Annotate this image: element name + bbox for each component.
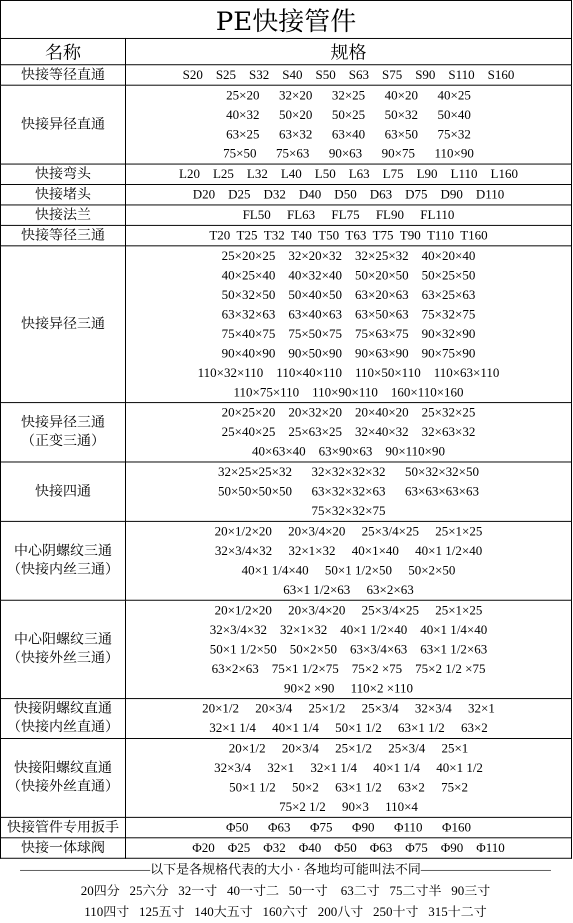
fitting-specs: [126, 521, 572, 600]
spec-line: 110×75×110 110×90×110 160×110×160: [233, 384, 464, 400]
fitting-row: [1, 521, 572, 600]
fitting-name-line: 快接法兰: [35, 206, 91, 223]
spec-line: 32×3/4 32×1 32×1 1/4 40×1 1/4 40×1 1/2: [214, 760, 483, 776]
fitting-name-line: 快接等径直通: [21, 66, 105, 83]
fitting-name-line: 快接等径三通: [21, 227, 105, 243]
fitting-row: [1, 85, 572, 164]
fitting-specs: [126, 164, 572, 184]
fitting-name: [1, 65, 126, 85]
spec-line: 25×20 32×20 32×25 40×20 40×25: [226, 87, 471, 103]
fitting-name: [1, 225, 126, 245]
fitting-specs: [126, 403, 572, 462]
fitting-name-line: 快接异径三通: [21, 414, 105, 431]
spec-line: 110×32×110 110×40×110 110×50×110 110×63×110: [197, 365, 500, 380]
spec-line: 75×2 1/2 90×3 110×4: [279, 799, 418, 814]
fitting-row: [1, 838, 572, 858]
size-notes: [0, 859, 571, 923]
spec-line: 50×50×50×50 63×32×32×63 63×63×63×63: [218, 483, 479, 499]
spec-line: 90×40×90 90×50×90 90×63×90 90×75×90: [221, 345, 476, 361]
fitting-name-line: （正变三通）: [21, 433, 105, 449]
fitting-name-line: 快接异径直通: [21, 116, 105, 132]
spec-line: 50×32×50 50×40×50 63×20×63 63×25×63: [221, 287, 476, 302]
spec-line: FL50 FL63 FL75 FL90 FL110: [242, 207, 455, 222]
fitting-name: [1, 817, 126, 837]
spec-line: 63×1 1/2×63 63×2×63: [283, 582, 414, 597]
fitting-name: [1, 185, 126, 205]
fitting-name-line: （快接内丝三通）: [7, 561, 119, 578]
spec-line: Φ20 Φ25 Φ32 Φ40 Φ50 Φ63 Φ75 Φ90 Φ110: [192, 840, 505, 855]
spec-line: L20 L25 L32 L40 L50 L63 L75 L90 L110 L160: [179, 166, 518, 182]
size-note-line: ——————————以下是各规格代表的大小 · 各地均可能叫法不同——————————: [20, 861, 551, 877]
spec-line: 90×2 ×90 110×2 ×110: [283, 680, 414, 696]
spec-line: 75×40×75 75×50×75 75×63×75 90×32×90: [221, 326, 476, 341]
spec-line: 40×25×40 40×32×40 50×20×50 50×25×50: [221, 267, 476, 283]
fitting-name-line: 快接一体球阀: [21, 839, 105, 856]
spec-line: 32×25×25×32 32×32×32×32 50×32×32×50: [218, 464, 479, 480]
fitting-specs: [126, 85, 572, 164]
fitting-name: [1, 164, 126, 184]
fitting-specs: [126, 65, 572, 85]
fitting-name: [1, 403, 126, 462]
spec-line: Φ50 Φ63 Φ75 Φ90 Φ110 Φ160: [225, 819, 472, 835]
spec-line: 40×32 50×20 50×25 50×32 50×40: [226, 107, 471, 122]
spec-line: S20 S25 S32 S40 S50 S63 S75 S90 S110 S160: [182, 67, 515, 82]
fitting-name: [1, 600, 126, 698]
fitting-name-line: （快接内丝直通）: [7, 719, 119, 736]
spec-line: 63×2×63 75×1 1/2×75 75×2 ×75 75×2 1/2 ×75: [211, 661, 486, 676]
fitting-row: [1, 65, 572, 85]
fitting-name-line: （快接外丝直通）: [7, 778, 119, 795]
header-name: 名称: [1, 38, 126, 64]
fitting-specs: [126, 462, 572, 521]
fitting-name: [1, 521, 126, 600]
fitting-name: [1, 462, 126, 521]
spec-line: 32×3/4×32 32×1×32 40×1×40 40×1 1/2×40: [214, 543, 483, 558]
fitting-name-line: 快接阳螺纹直通: [14, 760, 112, 776]
spec-line: 20×1/2 20×3/4 25×1/2 25×3/4 32×3/4 32×1: [202, 701, 495, 716]
fitting-row: [1, 403, 572, 462]
spec-line: 40×63×40 63×90×63 90×110×90: [252, 443, 446, 459]
fitting-row: [1, 205, 572, 225]
fitting-specs: [126, 817, 572, 837]
fitting-name-line: （快接外丝三通）: [7, 650, 119, 666]
size-note-line: 20四分 25六分 32一寸 40一寸二 50一寸 63二寸 75二寸半 90三寸: [80, 883, 491, 898]
fitting-specs: [126, 600, 572, 698]
fitting-name: [1, 838, 126, 858]
spec-line: 25×40×25 25×63×25 32×40×32 32×63×32: [221, 424, 476, 440]
fitting-specs: [126, 205, 572, 225]
spec-line: 20×25×20 20×32×20 20×40×20 25×32×25: [221, 405, 476, 420]
header-spec: 规格: [126, 38, 572, 64]
fitting-row: [1, 600, 572, 698]
spec-line: 20×1/2 20×3/4 25×1/2 25×3/4 25×1: [228, 740, 469, 756]
fitting-row: [1, 225, 572, 245]
fitting-name-line: 快接异径三通: [21, 315, 105, 332]
fitting-row: [1, 246, 572, 403]
fitting-name-line: 快接管件专用扳手: [7, 819, 119, 835]
fitting-name-line: 快接堵头: [35, 186, 91, 203]
spec-line: 50×1 1/2 50×2 63×1 1/2 63×2 75×2: [229, 779, 468, 795]
title-row: [1, 0, 572, 38]
fitting-name-line: 快接四通: [35, 483, 91, 499]
spec-line: 63×25 63×32 63×40 63×50 75×32: [226, 126, 471, 142]
spec-line: 25×20×25 32×20×32 32×25×32 40×20×40: [221, 248, 476, 263]
fitting-specs: [126, 699, 572, 739]
fitting-row: [1, 817, 572, 837]
fitting-name-line: 快接阴螺纹直通: [14, 701, 112, 717]
spec-line: 63×32×63 63×40×63 63×50×63 75×32×75: [221, 306, 476, 322]
fitting-row: [1, 185, 572, 205]
spec-line: T20 T25 T32 T40 T50 T63 T75 T90 T110 T160: [209, 227, 488, 243]
spec-line: 50×1 1/2×50 50×2×50 63×3/4×63 63×1 1/2×63: [209, 641, 488, 657]
spec-line: 20×1/2×20 20×3/4×20 25×3/4×25 25×1×25: [214, 523, 483, 539]
spec-line: 20×1/2×20 20×3/4×20 25×3/4×25 25×1×25: [214, 602, 483, 618]
fitting-name: [1, 85, 126, 164]
spec-line: 32×1 1/4 40×1 1/4 50×1 1/2 63×1 1/2 63×2: [209, 720, 488, 736]
fitting-row: [1, 738, 572, 817]
fitting-specs: [126, 246, 572, 403]
fitting-specs: [126, 838, 572, 858]
fitting-name: [1, 699, 126, 739]
fitting-row: [1, 699, 572, 739]
fitting-name-line: 中心阳螺纹三通: [14, 631, 112, 648]
fitting-name-line: 中心阴螺纹三通: [14, 543, 112, 559]
spec-line: 40×1 1/4×40 50×1 1/2×50 50×2×50: [241, 562, 456, 578]
spec-line: 32×3/4×32 32×1×32 40×1 1/2×40 40×1 1/4×40: [209, 622, 488, 637]
fitting-row: [1, 462, 572, 521]
header-row: [1, 38, 572, 64]
fitting-specs: [126, 738, 572, 817]
fitting-name-line: 快接弯头: [35, 166, 91, 182]
fitting-name: [1, 205, 126, 225]
fitting-name: [1, 738, 126, 817]
spec-line: 75×32×32×75: [311, 503, 386, 518]
fitting-name: [1, 246, 126, 403]
spec-line: D20 D25 D32 D40 D50 D63 D75 D90 D110: [192, 186, 505, 202]
fitting-specs: [126, 225, 572, 245]
spec-line: 75×50 75×63 90×63 90×75 110×90: [223, 146, 474, 161]
fitting-row: [1, 164, 572, 184]
fitting-specs: [126, 185, 572, 205]
size-note-line: 110四寸 125五寸 140大五寸 160六寸 200八寸 250十寸 315十二寸: [84, 904, 487, 920]
sheet-title: PE快接管件: [1, 0, 572, 38]
